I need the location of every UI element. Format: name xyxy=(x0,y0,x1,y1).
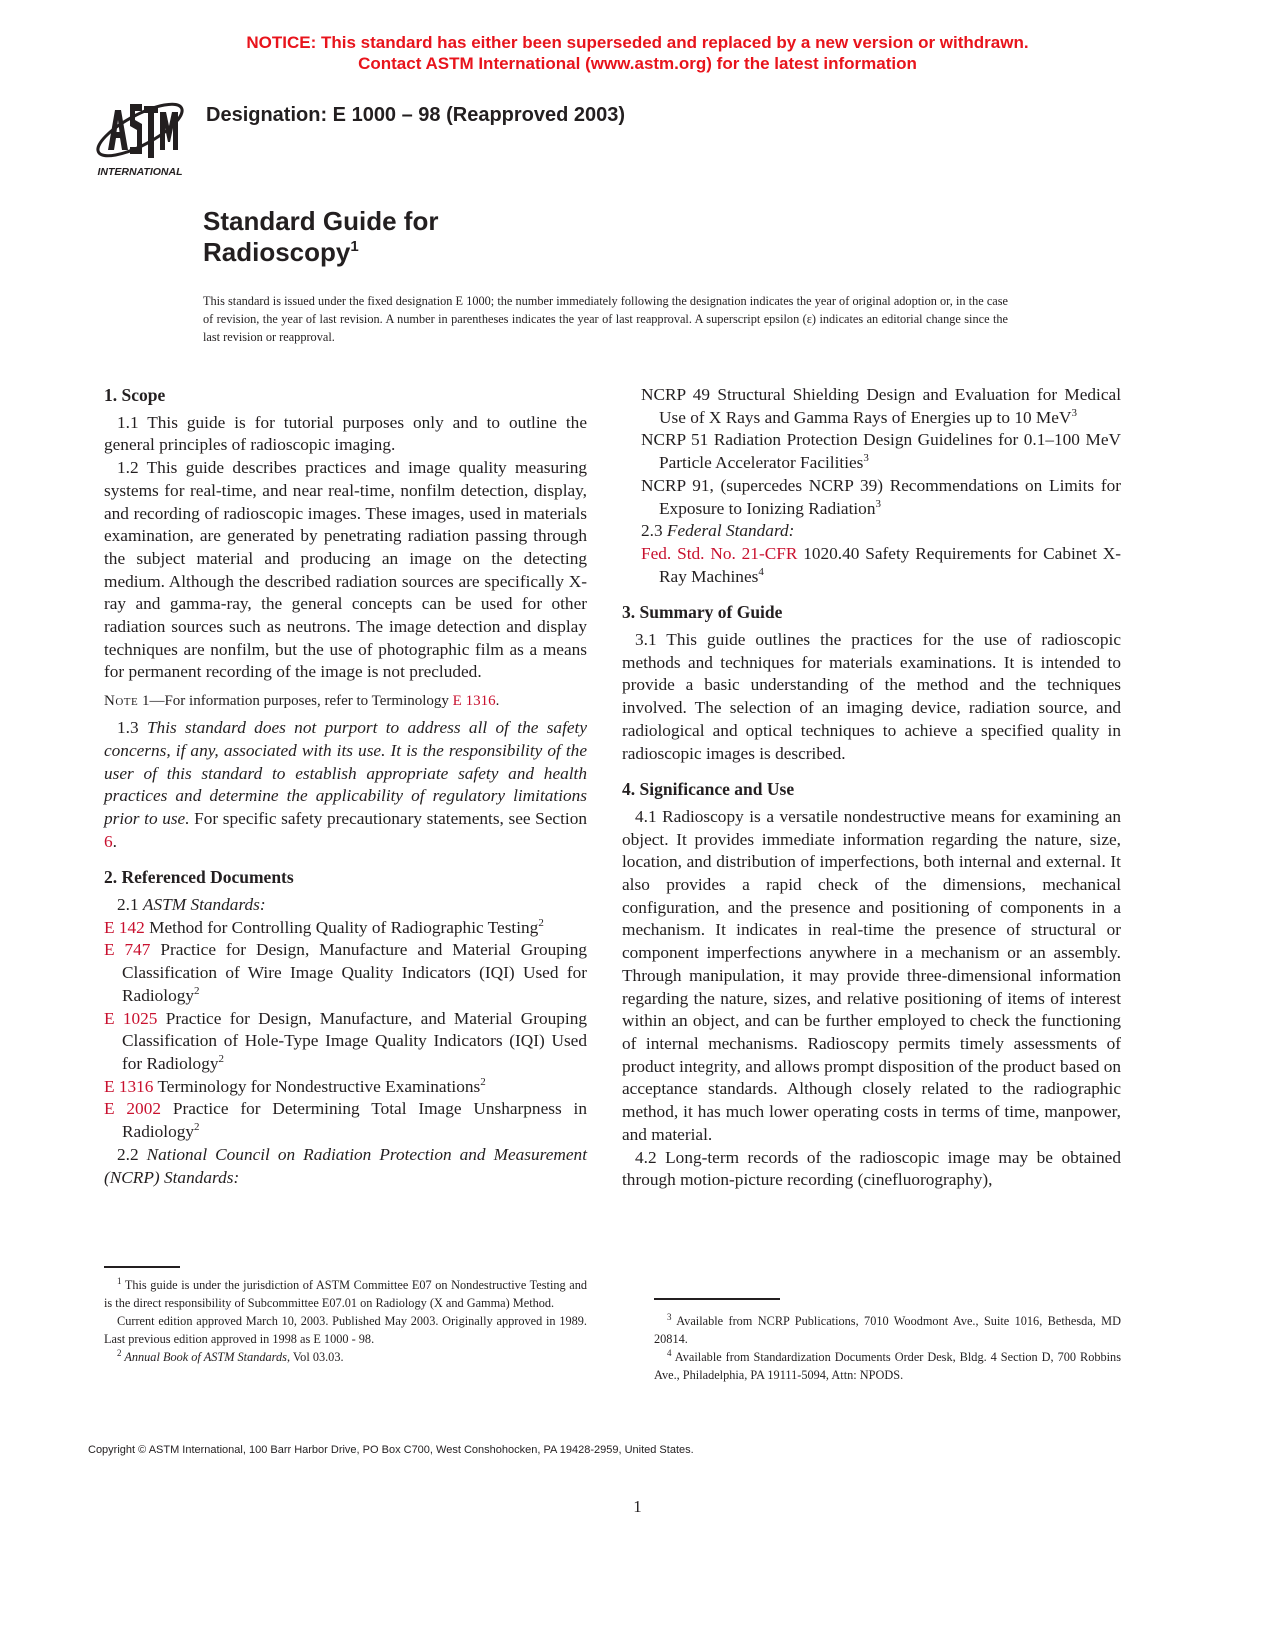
paragraph-4-1: 4.1 Radioscopy is a versatile nondestructive means for examining an object. It provides immediate information regarding the nature, size, location, and distribution of imperfections, both internal and external. It also provides a rapid check of the dimensions, mechanical configuration, and the presence and positioning of components in a mechanism. It indicates in real-time the presence of structural or component imperfections anywhere in a mechanism or an assembly. Through manipulation, it may provide three-dimensional information regarding the nature, sizes, and relative positioning of items of interest within an object, and can be further employed to check the functioning of internal mechanisms. Radioscopy permits timely assessments of product integrity, and allows prompt disposition of the product based on acceptance standards. Although closely related to the radiographic method, it has much lower operating costs in terms of time, manpower, and material. xyxy=(622,806,1121,1144)
footnote-mark[interactable]: 2 xyxy=(194,984,200,997)
federal-title: 1020.40 Safety Requirements for Cabinet X-Ray Machines xyxy=(659,543,1121,586)
ref-title: Practice for Design, Manufacture and Material Grouping Classification of Wire Image Quality Indicators (IQI) Used for Radiology xyxy=(122,940,587,1005)
safety-statement: This standard does not purport to address all of the safety concerns, if any, associated with its use. It is the responsibility of the user of this standard to establish appropriate safety and health practices and determine the applicability of regulatory limitations prior to use. xyxy=(104,718,588,828)
page-number: 1 xyxy=(633,1497,642,1516)
sub-number: 2.2 xyxy=(117,1144,147,1164)
ref-item xyxy=(104,1076,587,1099)
footnote-3 xyxy=(654,1312,1121,1348)
ref-title: Practice for Design, Manufacture, and Material Grouping Classification of Hole-Type Image Quality Indicators (IQI) Used for Radiology xyxy=(122,1008,587,1073)
sub-title: National Council on Radiation Protection and Measurement (NCRP) Standards: xyxy=(104,1144,588,1187)
section-heading-summary: 3. Summary of Guide xyxy=(622,602,783,623)
subsection-2-1 xyxy=(104,894,587,917)
ref-item xyxy=(104,1098,587,1143)
svg-text:INTERNATIONAL: INTERNATIONAL xyxy=(97,166,183,178)
subsection-2-2 xyxy=(104,1144,587,1189)
footnote-divider-left xyxy=(104,1266,180,1268)
link-e1316-note[interactable]: E 1316 xyxy=(452,693,496,710)
footnote-1 xyxy=(104,1276,587,1312)
issue-note: This standard is issued under the fixed designation E 1000; the number immediately following the designation indicates the year of original adoption or, in the case of revision, the year of last revision. A number in parentheses indicates the year of last reapproval. A superscript epsilon (ε) indicates an editorial change since the last revision or reapproval. xyxy=(203,294,1008,344)
sub-title: Federal Standard: xyxy=(666,521,795,541)
footnotes-right xyxy=(654,1312,1121,1384)
note-label: Note xyxy=(104,693,139,710)
footnote-1-edition: Current edition approved March 10, 2003. Published May 2003. Originally approved in 1989. Last previous edition approved in 1998 as E 1000 - 98. xyxy=(104,1314,587,1346)
footnote-text: Available from Standardization Documents Order Desk, Bldg. 4 Section D, 700 Robbins Ave., Philadelphia, PA 19111-5094, Attn: NPODS. xyxy=(654,1350,1121,1382)
paragraph-1-1: 1.1 This guide is for tutorial purposes only and to outline the general principles of radioscopic imaging. xyxy=(104,412,587,455)
title-line-2 xyxy=(203,237,438,268)
footnote-mark[interactable]: 2 xyxy=(480,1075,486,1088)
footnote-mark[interactable]: 2 xyxy=(194,1121,200,1134)
note-period: . xyxy=(495,693,500,710)
footnote-italic: Annual Book of ASTM Standards xyxy=(121,1350,287,1364)
right-column xyxy=(622,384,1121,1192)
ref-item xyxy=(104,939,587,1007)
ncrp-code: NCRP 49 xyxy=(641,385,711,404)
footnote-mark[interactable]: 3 xyxy=(1071,406,1077,419)
footnote-number: 2 xyxy=(117,1348,122,1358)
ncrp-code: NCRP 51 xyxy=(641,430,709,450)
title-line-1: Standard Guide for xyxy=(203,206,439,236)
footnotes-left xyxy=(104,1276,587,1366)
section-heading-scope: 1. Scope xyxy=(104,385,166,405)
link-section-6[interactable]: 6 xyxy=(104,831,113,851)
para-number: 1.3 xyxy=(117,718,147,738)
footnote-mark[interactable]: 2 xyxy=(218,1052,224,1065)
sub-number: 2.3 xyxy=(641,521,667,541)
ref-title: Terminology for Nondestructive Examinations xyxy=(153,1076,481,1096)
section-heading-significance: 4. Significance and Use xyxy=(622,779,795,800)
ncrp-code: NCRP 91, xyxy=(641,475,714,495)
notice-line-1: NOTICE: This standard has either been superseded and replaced by a new version or withdrawn. xyxy=(246,33,1029,52)
notice-line-2: Contact ASTM International (www.astm.org) for the latest information xyxy=(358,54,917,73)
designation: Designation: E 1000 – 98 (Reapproved 2003) xyxy=(206,104,626,126)
note-text: 1—For information purposes, refer to Terminology xyxy=(138,693,453,710)
title-footnote-mark[interactable]: 1 xyxy=(350,238,359,255)
ncrp-item xyxy=(622,384,1121,429)
note-1 xyxy=(104,691,587,711)
ref-item xyxy=(104,917,587,940)
footnote-mark[interactable]: 3 xyxy=(863,452,869,465)
section-heading-referenced-documents: 2. Referenced Documents xyxy=(104,867,294,888)
footnote-number: 1 xyxy=(117,1276,122,1286)
paragraph-1-2: 1.2 This guide describes practices and image quality measuring systems for real-time, and near real-time, nonfilm detection, display, and recording of radioscopic images. These images, used in materials examination, are generated by penetrating radiation passing through the subject material and producing an image on the detecting medium. Although the described radiation sources are specifically X-ray and gamma-ray, the general concepts can be used for other radiation sources such as neutrons. The image detection and display techniques are nonfilm, but the use of photographic film as a means for permanent recording of the image is not precluded. xyxy=(104,458,587,682)
paragraph-1-3 xyxy=(104,717,587,853)
ncrp-title: Radiation Protection Design Guidelines for 0.1–100 MeV Particle Accelerator Facilities xyxy=(659,430,1121,473)
subsection-2-3 xyxy=(622,520,1121,543)
document-title xyxy=(203,206,438,268)
footnote-text: , Vol 03.03. xyxy=(286,1350,344,1364)
astm-logo xyxy=(88,92,192,178)
footnote-mark[interactable]: 3 xyxy=(875,497,881,510)
footnote-divider-right xyxy=(654,1298,780,1300)
para-text: For specific safety precautionary statements, see Section xyxy=(189,808,587,828)
paragraph-4-2: 4.2 Long-term records of the radioscopic image may be obtained through motion-picture recording (cinefluorography), xyxy=(622,1147,1121,1190)
paragraph-3-1: 3.1 This guide outlines the practices for the use of radioscopic methods and techniques for materials examinations. It is intended to provide a basic understanding of the method and the techniques involved. The selection of an imaging device, radiation source, and radiological and optical techniques to achieve a specified quality in radioscopic images is described. xyxy=(622,630,1121,763)
footnote-mark[interactable]: 4 xyxy=(758,565,764,578)
footnote-text: This guide is under the jurisdiction of ASTM Committee E07 on Nondestructive Testing and is the direct responsibility of Subcommittee E07.01 on Radiology (X and Gamma) Method. xyxy=(104,1278,587,1310)
footnote-number: 4 xyxy=(667,1348,672,1358)
ref-link[interactable]: E 2002 xyxy=(104,1099,161,1119)
ref-title: Method for Controlling Quality of Radiographic Testing xyxy=(144,917,539,937)
footnote-4 xyxy=(654,1348,1121,1384)
ref-title: Practice for Determining Total Image Unsharpness in Radiology xyxy=(122,1099,587,1142)
footnote-2 xyxy=(104,1348,587,1366)
federal-item xyxy=(622,543,1121,588)
ref-link[interactable]: E 142 xyxy=(104,917,145,937)
ncrp-title: (supercedes NCRP 39) Recommendations on Limits for Exposure to Ionizing Radiation xyxy=(659,475,1121,518)
left-column xyxy=(104,384,587,1189)
sub-title: ASTM Standards: xyxy=(142,895,266,915)
ncrp-item xyxy=(622,429,1121,474)
ncrp-title: Structural Shielding Design and Evaluation for Medical Use of X Rays and Gamma Rays of Energies up to 10 MeV xyxy=(659,385,1121,427)
copyright-line: Copyright © ASTM International, 100 Barr Harbor Drive, PO Box C700, West Conshohocken, PA 19428-2959, United States. xyxy=(88,1444,694,1456)
ref-item xyxy=(104,1008,587,1076)
astm-logo-icon xyxy=(88,92,192,178)
footnote-text: Available from NCRP Publications, 7010 Woodmont Ave., Suite 1016, Bethesda, MD 20814. xyxy=(654,1314,1121,1346)
ref-link[interactable]: E 1025 xyxy=(104,1008,158,1028)
footnote-number: 3 xyxy=(667,1312,672,1322)
ref-link[interactable]: E 747 xyxy=(104,940,151,960)
para-period: . xyxy=(112,831,117,851)
sub-number: 2.1 xyxy=(117,895,143,915)
title-text: Radioscopy xyxy=(203,237,351,267)
ref-link[interactable]: E 1316 xyxy=(104,1076,154,1096)
footnote-mark[interactable]: 2 xyxy=(538,916,544,929)
withdrawn-notice xyxy=(0,32,1275,74)
federal-link[interactable]: Fed. Std. No. 21-CFR xyxy=(641,543,798,563)
ncrp-item xyxy=(622,475,1121,520)
